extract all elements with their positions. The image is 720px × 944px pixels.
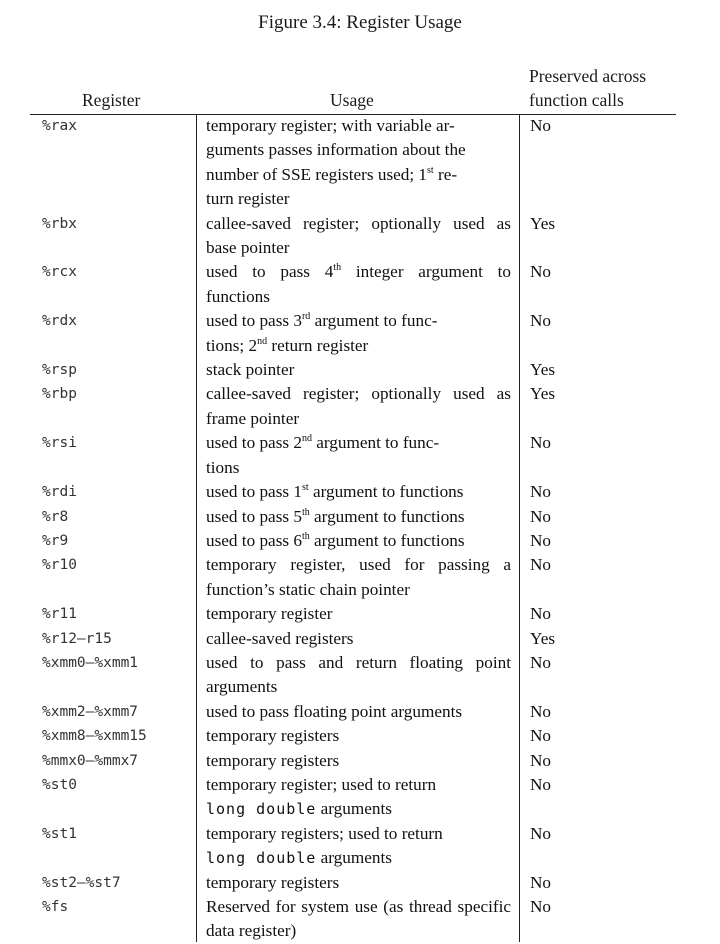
preserved-cell: No <box>530 555 552 575</box>
usage-cell <box>206 529 511 553</box>
table-row <box>0 529 720 553</box>
column-header-preserved <box>529 64 679 112</box>
usage-text: temporary register; used to return <box>206 774 437 794</box>
preserved-cell: No <box>530 750 552 770</box>
usage-cell <box>206 431 511 480</box>
table-row <box>0 602 720 626</box>
usage-cell <box>206 651 511 700</box>
table-row <box>0 895 720 944</box>
usage-cell <box>206 480 511 504</box>
preserved-cell: Yes <box>530 213 556 233</box>
usage-cell <box>206 114 511 212</box>
table-row <box>0 871 720 895</box>
usage-cell <box>206 822 511 871</box>
usage-cell <box>206 260 511 309</box>
preserved-cell: No <box>530 506 552 526</box>
table-row <box>0 505 720 529</box>
table-row <box>0 822 720 871</box>
usage-cell <box>206 627 511 651</box>
usage-cell <box>206 505 511 529</box>
table-row <box>0 700 720 724</box>
register-cell: %rdi <box>42 484 77 501</box>
usage-text: used to pass 4 <box>206 262 334 282</box>
register-cell: %st2–%st7 <box>42 874 121 891</box>
usage-text: used to pass and return floating point arguments <box>206 652 511 697</box>
usage-text: argument to functions <box>309 506 465 526</box>
register-cell: %rbx <box>42 215 77 232</box>
table-row <box>0 309 720 358</box>
usage-text: temporary registers <box>206 726 340 746</box>
usage-text: arguments <box>316 848 392 868</box>
usage-text: argument to functions <box>309 530 465 550</box>
usage-text: used to pass 6 <box>206 530 302 550</box>
ordinal-superscript: th <box>301 506 310 518</box>
ordinal-superscript: nd <box>301 433 312 445</box>
preserved-cell: No <box>530 701 552 721</box>
usage-cell <box>206 309 511 358</box>
usage-text: tions <box>206 457 240 477</box>
usage-text: re- <box>433 164 458 184</box>
preserved-cell: No <box>530 774 552 794</box>
table-row <box>0 480 720 504</box>
usage-text: callee-saved register; optionally used as base pointer <box>206 213 511 258</box>
preserved-cell: No <box>530 311 552 331</box>
ordinal-superscript: th <box>333 262 342 274</box>
ordinal-superscript: rd <box>301 311 311 323</box>
usage-text: temporary register; with variable ar- <box>206 116 455 135</box>
figure-caption: Figure 3.4: Register Usage <box>258 12 462 33</box>
register-cell: %rbp <box>42 386 77 403</box>
preserved-cell: No <box>530 872 552 892</box>
usage-text: tions; 2 <box>206 335 258 355</box>
table-row <box>0 114 720 212</box>
preserved-cell: No <box>530 897 552 916</box>
table-row <box>0 260 720 309</box>
preserved-cell: No <box>530 262 552 282</box>
usage-text: used to pass floating point arguments <box>206 701 463 721</box>
table-row <box>0 212 720 261</box>
register-cell: %rsi <box>42 435 77 452</box>
usage-text: number of SSE registers used; 1 <box>206 164 428 184</box>
preserved-cell: No <box>530 652 552 672</box>
table-row <box>0 651 720 700</box>
preserved-cell: No <box>530 530 552 550</box>
usage-text: stack pointer <box>206 360 295 380</box>
preserved-cell: No <box>530 116 552 135</box>
usage-cell <box>206 724 511 748</box>
usage-text: argument to func- <box>310 311 438 331</box>
usage-text: Reserved for system use (as thread specific data register) <box>206 897 511 941</box>
register-cell: %rsp <box>42 362 77 379</box>
usage-cell <box>206 212 511 261</box>
register-cell: %xmm2–%xmm7 <box>42 703 139 720</box>
register-cell: %r9 <box>42 532 69 549</box>
column-header-usage: Usage <box>330 90 374 110</box>
register-cell: %fs <box>42 899 69 915</box>
preserved-cell: Yes <box>530 628 556 648</box>
register-cell: %r12–r15 <box>42 630 112 647</box>
preserved-cell: No <box>530 482 552 502</box>
usage-text: temporary registers; used to return <box>206 823 443 843</box>
usage-text: turn register <box>206 189 290 209</box>
table-row <box>0 382 720 431</box>
column-header-preserved-line1: Preserved across <box>529 66 647 86</box>
table-row <box>0 627 720 651</box>
table-row <box>0 773 720 822</box>
preserved-cell: Yes <box>530 360 556 380</box>
usage-cell <box>206 358 511 382</box>
register-cell: %xmm8–%xmm15 <box>42 728 147 745</box>
usage-text: temporary register, used for passing a function’s static chain pointer <box>206 555 511 599</box>
table-row <box>0 553 720 602</box>
code-type-text: long double <box>206 800 317 819</box>
register-cell: %rax <box>42 118 77 134</box>
preserved-cell: No <box>530 726 552 746</box>
preserved-cell: Yes <box>530 384 556 404</box>
register-cell: %mmx0–%mmx7 <box>42 752 139 769</box>
preserved-cell: No <box>530 604 552 624</box>
usage-text: used to pass 2 <box>206 433 302 453</box>
usage-text: argument to func- <box>311 433 440 453</box>
register-cell: %r10 <box>42 557 77 574</box>
register-cell: %r11 <box>42 606 77 623</box>
usage-cell <box>206 700 511 724</box>
usage-text: temporary register <box>206 604 333 624</box>
table-row <box>0 724 720 748</box>
usage-text: argument to functions <box>308 482 464 502</box>
register-table <box>0 114 720 944</box>
ordinal-superscript: st <box>301 482 309 494</box>
usage-cell <box>206 602 511 626</box>
usage-text: temporary registers <box>206 750 340 770</box>
table-row <box>0 431 720 480</box>
ordinal-superscript: nd <box>257 335 268 347</box>
column-header-register: Register <box>82 90 141 110</box>
register-cell: %st1 <box>42 825 77 842</box>
usage-cell <box>206 382 511 431</box>
usage-text: used to pass 5 <box>206 506 302 526</box>
table-row <box>0 749 720 773</box>
usage-text: callee-saved register; optionally used as frame pointer <box>206 384 511 428</box>
register-cell: %st0 <box>42 776 77 793</box>
usage-cell <box>206 553 511 602</box>
register-cell: %r8 <box>42 508 69 525</box>
usage-cell <box>206 871 511 895</box>
usage-text: arguments <box>316 799 392 819</box>
preserved-cell: No <box>530 823 552 843</box>
usage-text: used to pass 3 <box>206 311 302 331</box>
usage-text: used to pass 1 <box>206 482 302 502</box>
usage-cell <box>206 895 511 944</box>
preserved-cell: No <box>530 433 552 453</box>
usage-cell <box>206 773 511 822</box>
register-cell: %xmm0–%xmm1 <box>42 654 139 671</box>
usage-text: temporary registers <box>206 872 340 892</box>
register-cell: %rcx <box>42 264 77 281</box>
ordinal-superscript: th <box>301 530 310 542</box>
table-row <box>0 358 720 382</box>
usage-text: return register <box>267 335 369 355</box>
usage-text: integer argument to functions <box>206 262 511 306</box>
code-type-text: long double <box>206 849 317 868</box>
ordinal-superscript: st <box>427 164 434 176</box>
usage-text: callee-saved registers <box>206 628 354 648</box>
usage-cell <box>206 749 511 773</box>
column-header-preserved-line2: function calls <box>529 90 624 110</box>
usage-text: guments passes information about the <box>206 140 466 160</box>
register-cell: %rdx <box>42 313 77 330</box>
